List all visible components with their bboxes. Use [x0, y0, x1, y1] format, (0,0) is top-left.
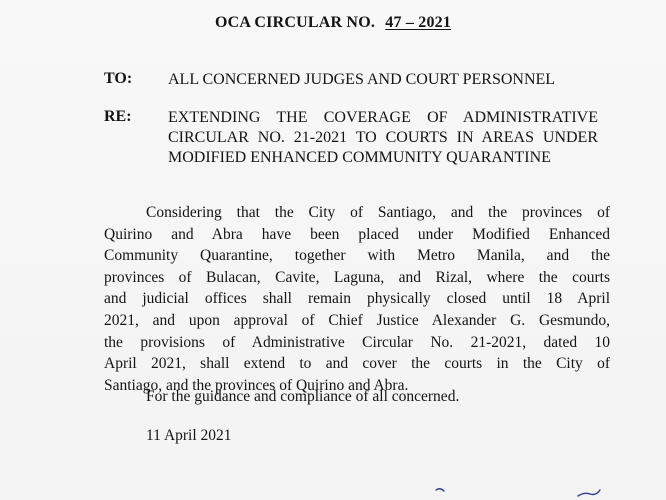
paragraph-line: Santiago, and the provinces of Quirino and Abra. — [104, 376, 409, 394]
body-paragraph-1 — [104, 202, 610, 396]
paragraph-line: the provisions of Administrative Circular No. 21-2021, dated 10 — [104, 333, 610, 351]
paragraph-line: Quirino and Abra have been placed under Modified Enhanced — [104, 225, 610, 243]
paragraph-line: Community Quarantine, together with Metro Manila, and the — [104, 247, 610, 265]
re-line: CIRCULAR NO. 21-2021 TO COURTS IN AREAS UNDER — [168, 129, 598, 146]
to-value: ALL CONCERNED JUDGES AND COURT PERSONNEL — [168, 71, 556, 88]
circular-title-prefix: OCA CIRCULAR NO. — [214, 14, 376, 31]
circular-number: 47 – 2021 — [385, 14, 452, 31]
to-label: TO: — [104, 70, 133, 87]
paragraph-line: 2021, and upon approval of Chief Justice Alexander G. Gesmundo, — [104, 311, 610, 329]
paragraph-line: and judicial offices shall remain physically closed until 18 April — [104, 290, 610, 308]
re-line: EXTENDING THE COVERAGE OF ADMINISTRATIVE — [168, 109, 598, 126]
circular-title — [0, 14, 666, 32]
paragraph-line: provinces of Bulacan, Cavite, Laguna, and Rizal, where the courts — [104, 268, 610, 286]
re-line: MODIFIED ENHANCED COMMUNITY QUARANTINE — [168, 149, 551, 166]
document-date: 11 April 2021 — [146, 427, 232, 444]
paragraph-line: April 2021, shall extend to and cover the courts in the City of — [104, 355, 610, 373]
paragraph-line: Considering that the City of Santiago, and the provinces of — [146, 204, 610, 221]
re-value — [168, 108, 598, 168]
body-paragraph-2: For the guidance and compliance of all concerned. — [146, 388, 460, 405]
signature-ink-mark — [428, 478, 628, 500]
re-label: RE: — [104, 108, 132, 125]
